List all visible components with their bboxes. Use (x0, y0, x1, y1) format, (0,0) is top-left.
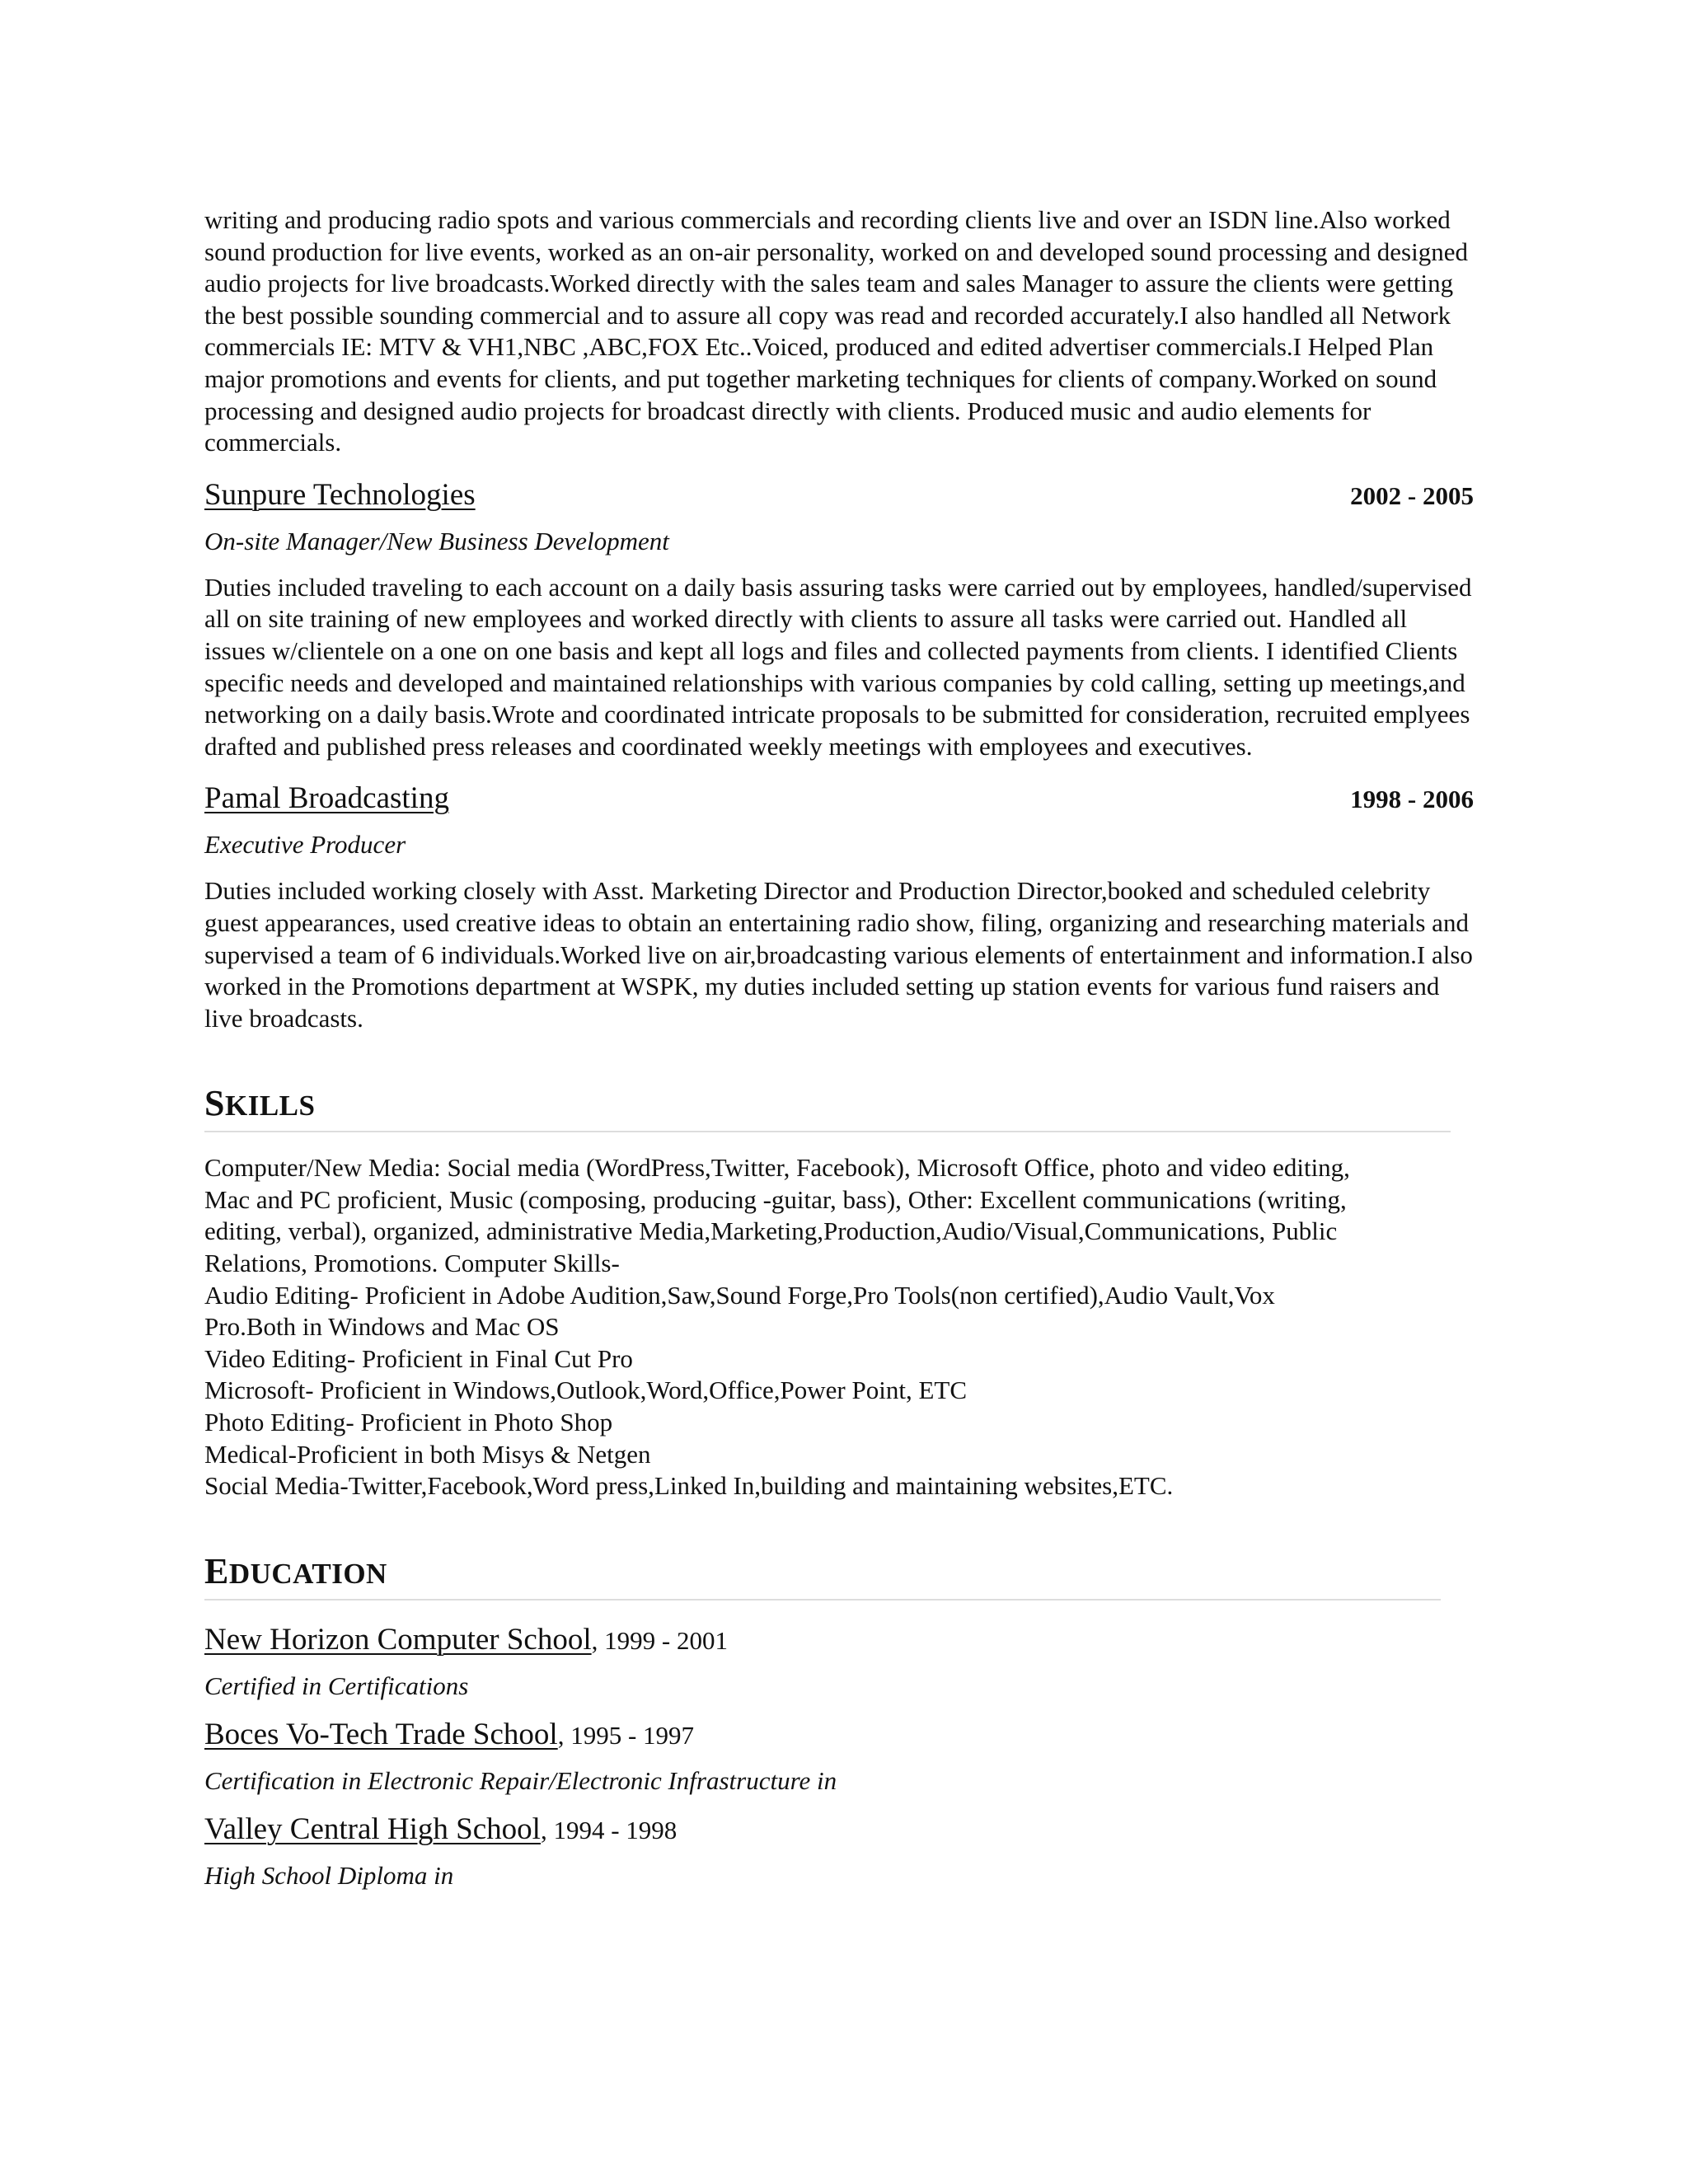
school-entry (204, 1811, 1474, 1891)
skills-section (204, 1082, 1474, 1502)
school-name: Boces Vo-Tech Trade School (204, 1717, 558, 1751)
job-entry (204, 477, 1474, 763)
school-line (204, 1717, 1474, 1752)
job-description: Duties included working closely with Asst. Marketing Director and Production Director,booked and scheduled celebrity guest appearances, used creative ideas to obtain an entertaining radio show, filing, organizing and researching materials and supervised a team of 6 individuals.Worked live on air,broadcasting various elements of entertainment and information.I also worked in the Promotions department at WSPK, my duties included setting up station events for various fund raisers and live broadcasts. (204, 876, 1473, 1033)
school-years: , 1995 - 1997 (557, 1720, 695, 1750)
skills-line: Audio Editing- Proficient in Adobe Audition,Saw,Sound Forge,Pro Tools(non certified),Audio Vault,Vox (204, 1280, 1275, 1310)
education-section (204, 1550, 1474, 1891)
school-name: New Horizon Computer School (204, 1622, 592, 1657)
school-entry (204, 1622, 1474, 1702)
school-line (204, 1622, 1474, 1657)
skills-list (204, 1152, 1474, 1502)
section-title-education (204, 1550, 1441, 1601)
section-title-skills (204, 1082, 1451, 1132)
job-description: Duties included traveling to each account on a daily basis assuring tasks were carried out by employees, handled/supervised all on site training of new employees and worked directly with clients to assure all tasks were carried out. Handled all issues w/clientele on a one on one basis and kept all logs and files and collected payments from clients. I identified Clients specific needs and developed and maintained relationships with various companies by cold calling, setting up meetings,and networking on a daily basis.Wrote and coordinated intricate proposals to be submitted for consideration, recruited emplyees drafted and published press releases and coordinated weekly meetings with employees and executives. (204, 572, 1472, 761)
skills-line: Computer/New Media: Social media (WordPress,Twitter, Facebook), Microsoft Office, photo and video editing, (204, 1153, 1350, 1183)
school-credential: Certified in Certifications (204, 1671, 469, 1700)
skills-line: Video Editing- Proficient in Final Cut Pro (204, 1343, 633, 1373)
skills-line: editing, verbal), organized, administrative Media,Marketing,Production,Audio/Visual,Communications, Public (204, 1216, 1338, 1246)
job-header (204, 780, 1474, 816)
section-title-rest: KILLS (224, 1090, 316, 1122)
school-line (204, 1811, 1474, 1847)
school-name: Valley Central High School (204, 1811, 541, 1846)
skills-line: Photo Editing- Proficient in Photo Shop (204, 1408, 613, 1437)
job-dates: 1998 - 2006 (1350, 785, 1474, 814)
job-dates: 2002 - 2005 (1350, 480, 1474, 510)
job-entry (204, 780, 1474, 1034)
job-role: Executive Producer (204, 830, 406, 860)
company-name: Pamal Broadcasting (204, 781, 449, 816)
skills-line: Social Media-Twitter,Facebook,Word press,Linked In,building and maintaining websites,ETC. (204, 1471, 1174, 1501)
skills-line: Medical-Proficient in both Misys & Netgen (204, 1439, 651, 1469)
intro-paragraph: writing and producing radio spots and various commercials and recording clients live and over an ISDN line.Also worked sound production for live events, worked as an on-air personality, worked on and developed sound processing and designed audio projects for live broadcasts.Worked directly with the sales team and sales Manager to assure the clients were getting the best possible sounding commercial and to assure all copy was read and recorded accurately.I also handled all Network commercials IE: MTV & VH1,NBC ,ABC,FOX Etc..Voiced, produced and edited advertiser commercials.I Helped Plan major promotions and events for clients, and put together marketing techniques for clients of company.Worked on sound processing and designed audio projects for broadcast directly with clients. Produced music and audio elements for commercials. (204, 205, 1468, 457)
resume-page (204, 204, 1474, 1891)
section-title-cap: S (204, 1083, 225, 1124)
school-credential: Certification in Electronic Repair/Electronic Infrastructure in (204, 1765, 837, 1795)
section-title-cap: E (204, 1550, 229, 1591)
school-credential: High School Diploma in (204, 1860, 454, 1890)
skills-line: Microsoft- Proficient in Windows,Outlook,Word,Office,Power Point, ETC (204, 1376, 968, 1405)
company-name: Sunpure Technologies (204, 477, 476, 512)
section-title-rest: DUCATION (228, 1557, 387, 1590)
school-entry (204, 1717, 1474, 1797)
skills-line: Mac and PC proficient, Music (composing, producing -guitar, bass), Other: Excellent communications (writing, (204, 1184, 1347, 1214)
school-years: , 1999 - 2001 (591, 1625, 728, 1655)
job-role: On-site Manager/New Business Development (204, 526, 669, 555)
skills-line: Relations, Promotions. Computer Skills- (204, 1249, 620, 1278)
job-header (204, 477, 1474, 513)
skills-line: Pro.Both in Windows and Mac OS (204, 1312, 560, 1342)
school-years: , 1994 - 1998 (540, 1815, 678, 1844)
